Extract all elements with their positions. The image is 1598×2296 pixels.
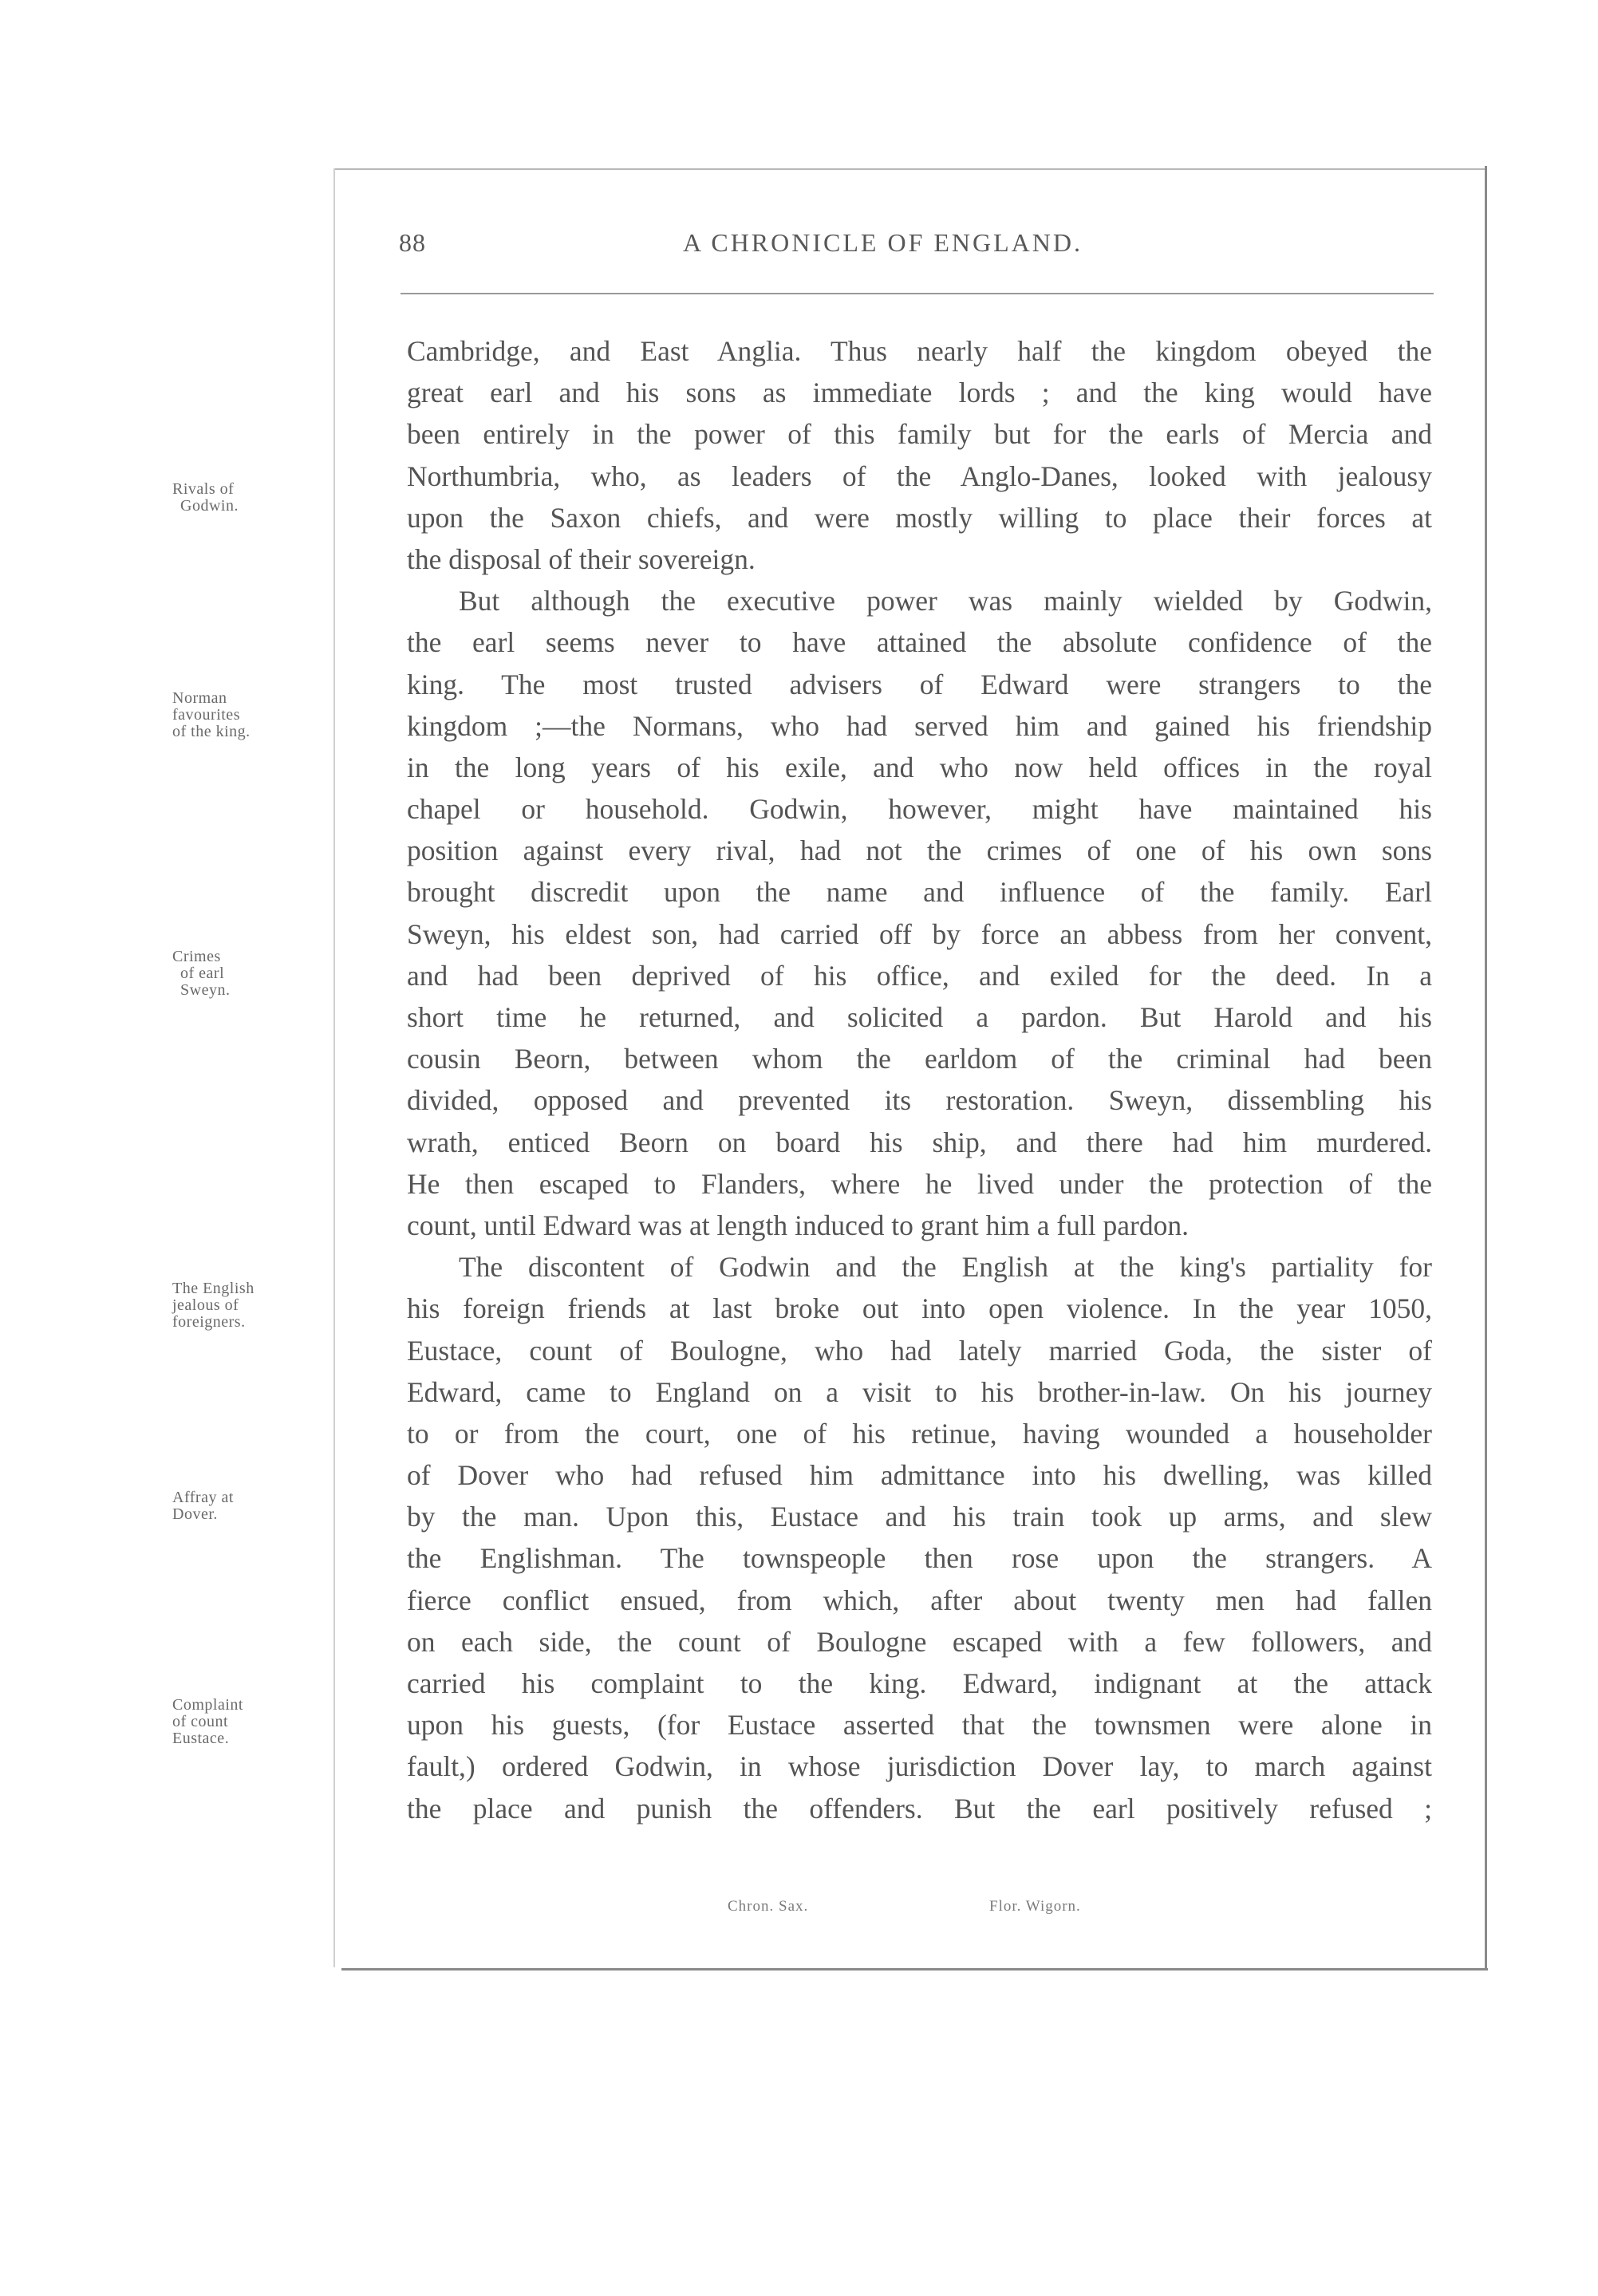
margin-note-line: Rivals of xyxy=(172,480,235,498)
body-line: carried his complaint to the king. Edward, indignant at the attack xyxy=(407,1667,1432,1699)
body-line: The discontent of Godwin and the English at the king's partiality for xyxy=(459,1251,1432,1284)
body-line: fault,) ordered Godwin, in whose jurisdiction Dover lay, to march against xyxy=(407,1750,1432,1783)
body-line: in the long years of his exile, and who now held offices in the royal xyxy=(407,751,1432,783)
margin-note-line: Affray at xyxy=(172,1489,234,1506)
body-line: kingdom ;—the Normans, who had served him and gained his friendship xyxy=(407,709,1432,742)
body-line: upon the Saxon chiefs, and were mostly willing to place their forces at xyxy=(407,501,1432,534)
margin-note-line: The English xyxy=(172,1280,254,1297)
margin-note-affray-at-dover xyxy=(172,1489,356,1523)
body-line: short time he returned, and solicited a pardon. But Harold and his xyxy=(407,1001,1432,1033)
body-line: chapel or household. Godwin, however, might have maintained his xyxy=(407,793,1432,826)
body-line: divided, opposed and prevented its restoration. Sweyn, dissembling his xyxy=(407,1084,1432,1117)
body-line: of Dover who had refused him admittance into his dwelling, was killed xyxy=(407,1459,1432,1492)
header-rule xyxy=(400,293,1434,294)
body-line: the earl seems never to have attained the absolute confidence of the xyxy=(407,626,1432,659)
body-line: upon his guests, (for Eustace asserted that the townsmen were alone in xyxy=(407,1709,1432,1742)
body-line: But although the executive power was mainly wielded by Godwin, xyxy=(459,585,1432,617)
footnote-chron-sax: Chron. Sax. xyxy=(728,1898,809,1915)
margin-note-line: Eustace. xyxy=(172,1730,230,1747)
margin-note-complaint-of-eustace xyxy=(172,1697,356,1747)
body-line: been entirely in the power of this family but for the earls of Mercia and xyxy=(407,418,1432,451)
margin-note-crimes-of-sweyn xyxy=(172,949,356,999)
margin-note-line: Complaint xyxy=(172,1696,243,1714)
body-line: wrath, enticed Beorn on board his ship, and there had him murdered. xyxy=(407,1126,1432,1158)
body-line: Edward, came to England on a visit to his brother-in-law. On his journey xyxy=(407,1375,1432,1408)
body-line: He then escaped to Flanders, where he lived under the protection of the xyxy=(407,1167,1432,1200)
body-line: Eustace, count of Boulogne, who had lately married Goda, the sister of xyxy=(407,1334,1432,1367)
body-line: position against every rival, had not the crimes of one of his own sons xyxy=(407,834,1432,867)
body-line: to or from the court, one of his retinue, having wounded a householder xyxy=(407,1417,1432,1450)
body-line: Cambridge, and East Anglia. Thus nearly half the kingdom obeyed the xyxy=(407,335,1432,367)
page-number: 88 xyxy=(399,228,426,257)
margin-note-norman-favourites xyxy=(172,690,356,740)
page-frame-top-rule xyxy=(333,168,1486,170)
body-text xyxy=(407,330,1432,1829)
body-line: his foreign friends at last broke out into open violence. In the year 1050, xyxy=(407,1292,1432,1325)
body-line: brought discredit upon the name and influence of the family. Earl xyxy=(407,876,1432,909)
margin-note-line: Godwin. xyxy=(180,497,239,515)
page-frame-bottom-rule xyxy=(341,1968,1488,1971)
margin-note-line: Crimes xyxy=(172,948,221,965)
margin-note-line: Dover. xyxy=(172,1505,218,1523)
margin-note-line: of count xyxy=(172,1713,229,1730)
margin-note-line: of the king. xyxy=(172,723,251,740)
page-frame-right-rule xyxy=(1485,166,1487,1971)
body-line: the disposal of their sovereign. xyxy=(407,542,756,575)
margin-note-line: Sweyn. xyxy=(180,981,231,999)
body-line: king. The most trusted advisers of Edward were strangers to the xyxy=(407,668,1432,700)
margin-note-line: favourites xyxy=(172,706,240,724)
body-line: Sweyn, his eldest son, had carried off by force an abbess from her convent, xyxy=(407,917,1432,950)
body-line: the place and punish the offenders. But the earl positively refused ; xyxy=(407,1792,1432,1825)
body-line: fierce conflict ensued, from which, after about twenty men had fallen xyxy=(407,1584,1432,1616)
margin-note-rivals-of-godwin xyxy=(172,481,356,515)
margin-note-english-jealous xyxy=(172,1280,356,1331)
body-line: the Englishman. The townspeople then rose upon the strangers. A xyxy=(407,1542,1432,1575)
body-line: and had been deprived of his office, and exiled for the deed. In a xyxy=(407,959,1432,992)
margin-note-line: Norman xyxy=(172,689,227,707)
margin-note-line: of earl xyxy=(180,965,225,982)
body-line: Northumbria, who, as leaders of the Anglo-Danes, looked with jealousy xyxy=(407,460,1432,492)
margin-note-line: jealous of xyxy=(172,1296,239,1314)
running-head: A CHRONICLE OF ENGLAND. xyxy=(683,228,1083,257)
body-line: great earl and his sons as immediate lords ; and the king would have xyxy=(407,377,1432,409)
margin-note-line: foreigners. xyxy=(172,1313,246,1331)
body-line: cousin Beorn, between whom the earldom of the criminal had been xyxy=(407,1043,1432,1075)
body-line: count, until Edward was at length induced to grant him a full pardon. xyxy=(407,1209,1189,1241)
body-line: on each side, the count of Boulogne escaped with a few followers, and xyxy=(407,1625,1432,1658)
footnote-flor-wigorn: Flor. Wigorn. xyxy=(989,1898,1081,1915)
body-line: by the man. Upon this, Eustace and his train took up arms, and slew xyxy=(407,1501,1432,1533)
